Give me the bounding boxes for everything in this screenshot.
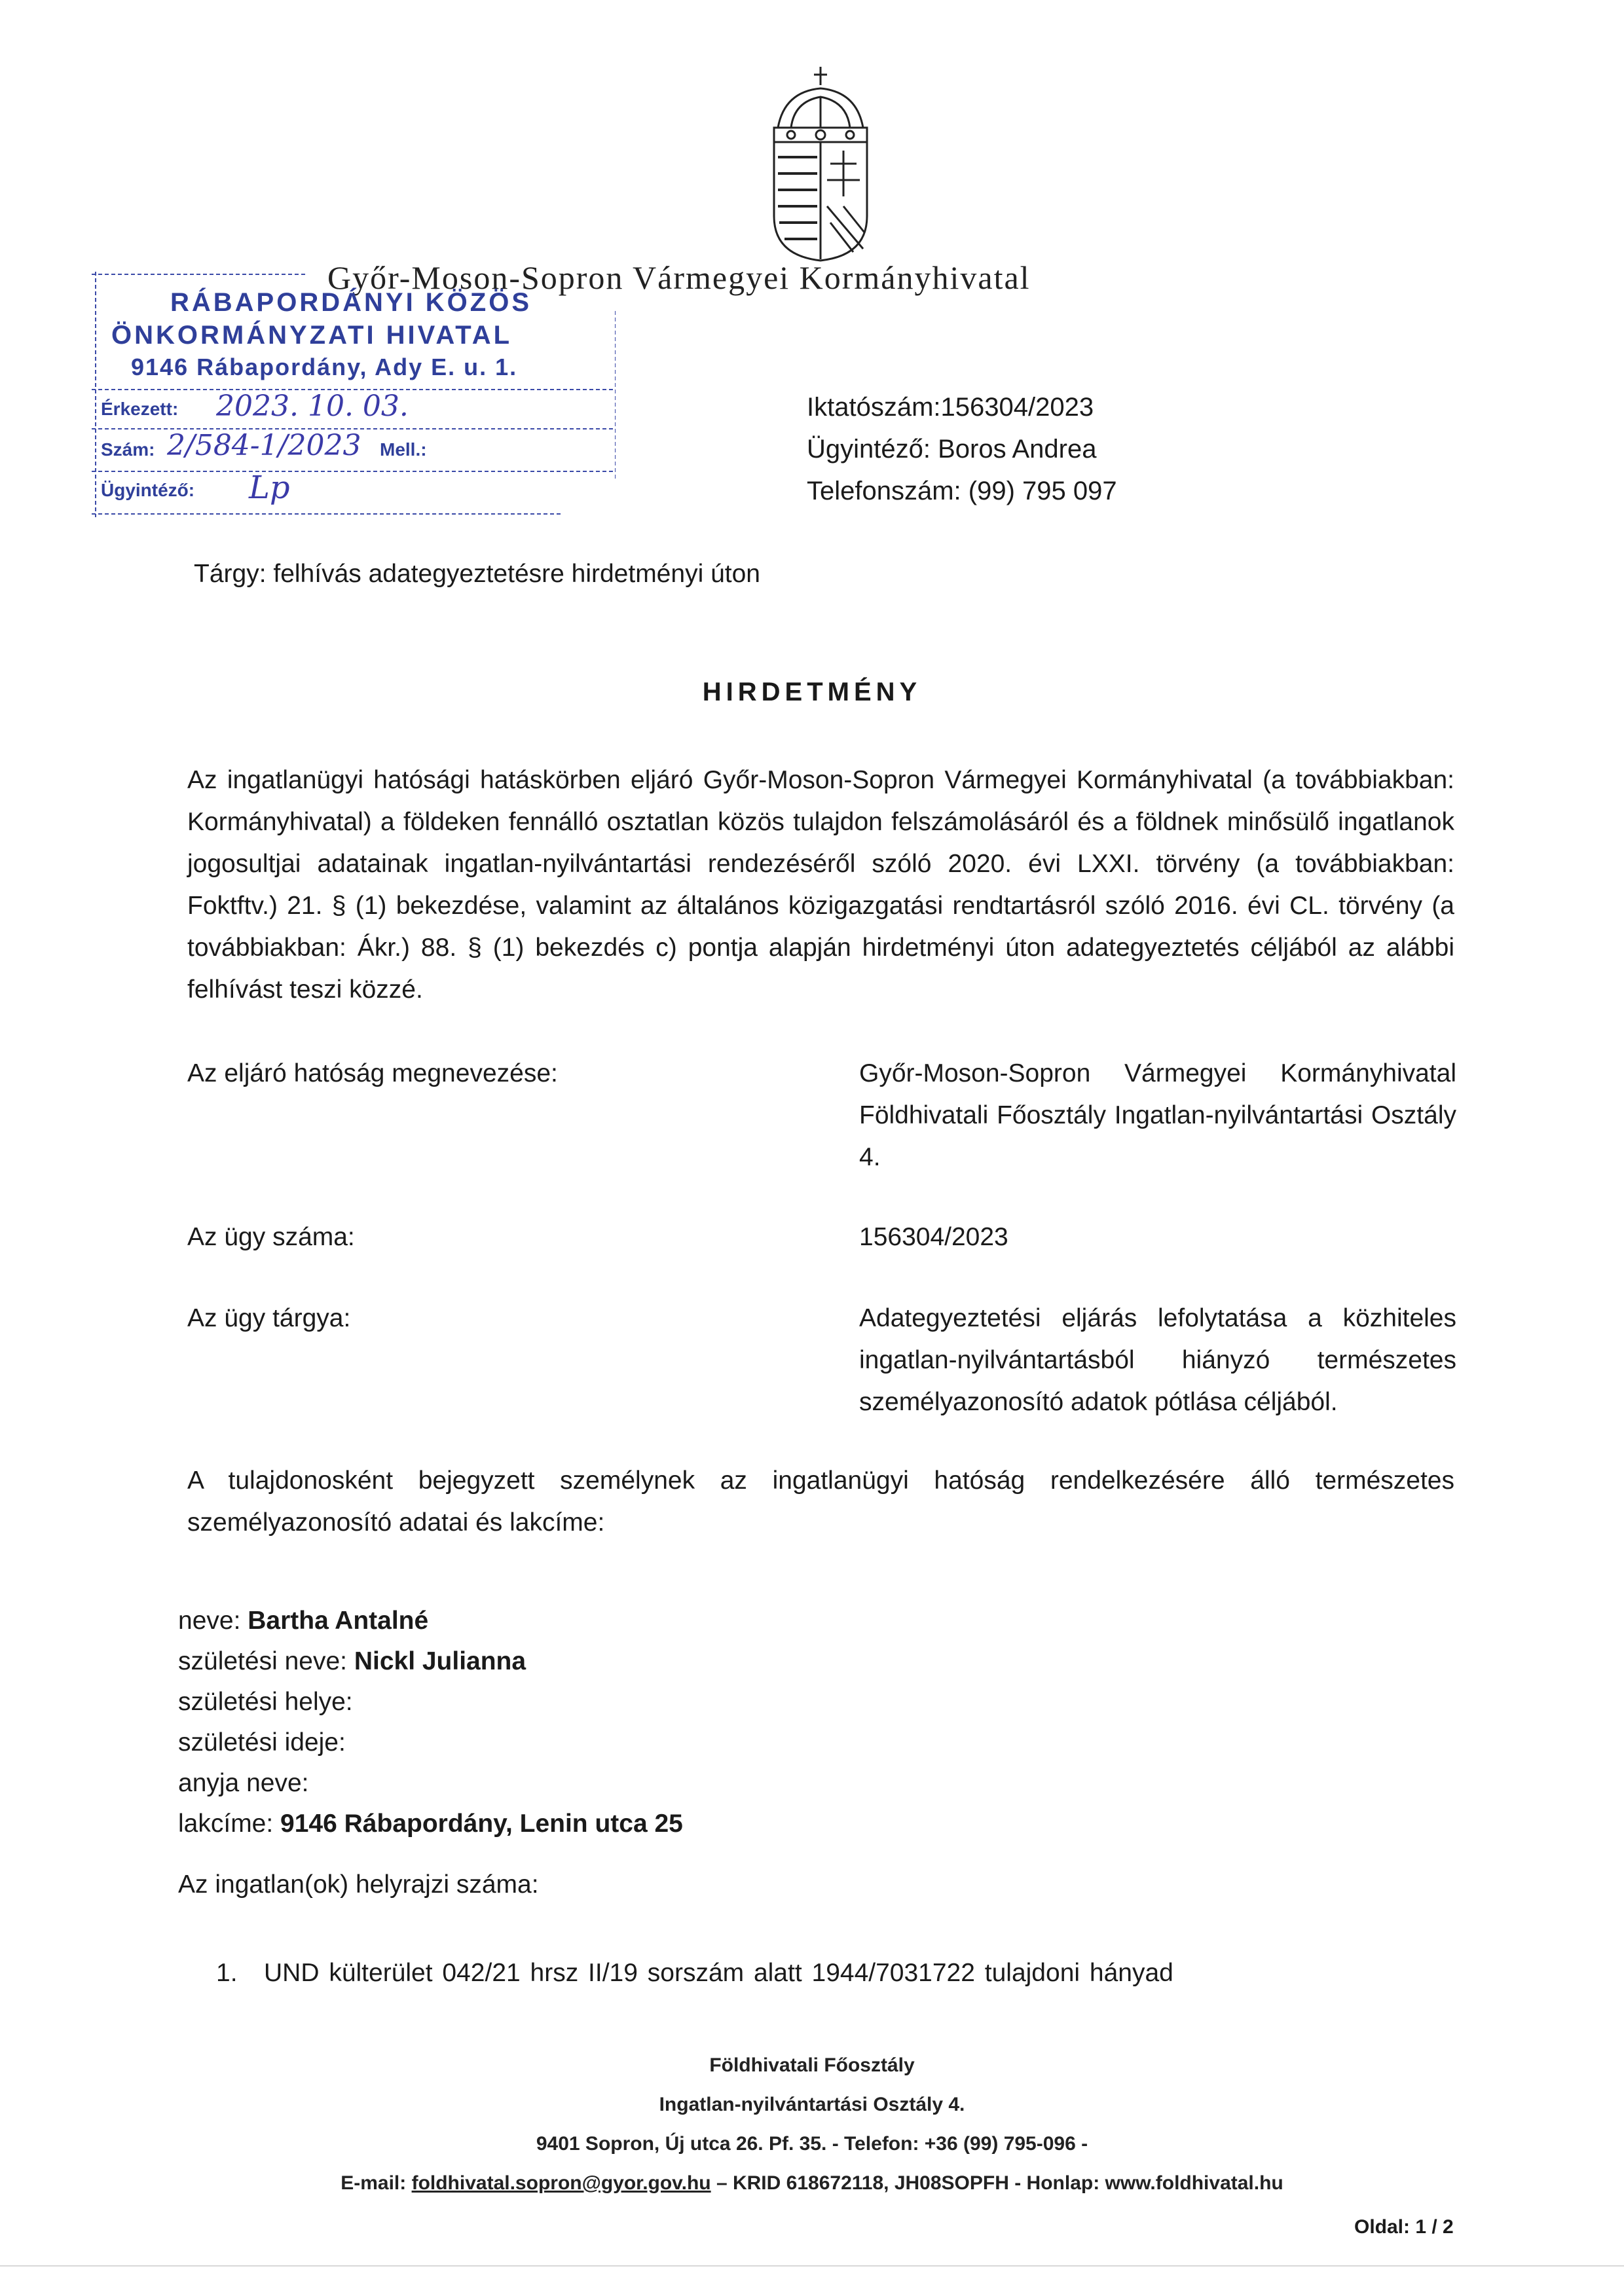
- person-data: [178, 1601, 683, 1844]
- person-birth-date: születési ideje:: [178, 1728, 346, 1757]
- stamp-line2: ÖNKORMÁNYZATI HIVATAL: [111, 321, 513, 350]
- case-subject-label: Az ügy tárgya:: [187, 1304, 351, 1332]
- case-subject-value: Adategyeztetési eljárás lefolytatása a közhiteles ingatlan-nyilvántartásból hiányzó természetes személyazonosító adatok pótlása céljából.: [859, 1304, 1456, 1416]
- stamp-number-label: Szám:: [101, 439, 155, 460]
- parcel-item-number: 1.: [216, 1959, 238, 1987]
- person-birth-place: születési helye:: [178, 1688, 353, 1716]
- parcel-label: Az ingatlan(ok) helyrajzi száma:: [178, 1870, 539, 1899]
- intro-paragraph: Az ingatlanügyi hatósági hatáskörben eljáró Győr-Moson-Sopron Vármegyei Kormányhivatal (a továbbiakban: Kormányhivatal) a földeken fennálló osztatlan közös tulajdon felszámolásáról és a földnek minősülő ingatlanok jogosultjai adatainak ingatlan-nyilvántartási rendezéséről szóló 2020. évi LXXI. törvény (a továbbiakban: Foktftv.) 21. § (1) bekezdése, valamint az általános közigazgatási rendtartásról szóló 2016. évi CL. törvény (a továbbiakban: Ákr.) 88. § (1) bekezdés c) pontja alapján hirdetményi úton adategyeztetés céljából az alábbi felhívást teszi közzé.: [187, 766, 1454, 1004]
- case-number-value: 156304/2023: [859, 1223, 1008, 1251]
- person-birth-name: születési neve: Nickl Julianna: [178, 1647, 526, 1675]
- footer-line4: E-mail: foldhivatal.sopron@gyor.gov.hu – KRID 618672118, JH08SOPFH - Honlap: www.foldhivatal.hu: [341, 2172, 1283, 2194]
- stamp-handler-label: Ügyintéző:: [101, 480, 195, 500]
- person-name: neve: Bartha Antalné: [178, 1607, 429, 1635]
- stamp-number-value: 2/584-1/2023: [167, 429, 361, 462]
- footer: [0, 2046, 1624, 2203]
- footer-line2: Ingatlan-nyilvántartási Osztály 4.: [659, 2094, 965, 2115]
- page-number: Oldal: 1 / 2: [1354, 2216, 1454, 2238]
- document-heading: HIRDETMÉNY: [702, 678, 922, 706]
- phone-number: Telefonszám: (99) 795 097: [807, 477, 1117, 505]
- authority-value: Győr-Moson-Sopron Vármegyei Kormányhivatal Földhivatali Főosztály Ingatlan-nyilvántartási Osztály 4.: [859, 1059, 1456, 1171]
- case-number-label: Az ügy száma:: [187, 1223, 355, 1251]
- reference-box: [807, 386, 1117, 512]
- case-officer: Ügyintéző: Boros Andrea: [807, 435, 1097, 464]
- footer-line1: Földhivatali Főosztály: [709, 2054, 915, 2076]
- stamp-handler-value: Lp: [249, 469, 290, 506]
- stamp-line3: 9146 Rábapordány, Ady E. u. 1.: [131, 354, 518, 380]
- bottom-divider: [0, 2265, 1624, 2267]
- stamp-received-label: Érkezett:: [101, 399, 179, 419]
- person-address: lakcíme: 9146 Rábapordány, Lenin utca 25: [178, 1810, 683, 1838]
- stamp-received-value: 2023. 10. 03.: [216, 390, 409, 423]
- stamp-attachment-label: Mell.:: [380, 439, 427, 460]
- footer-line3: 9401 Sopron, Új utca 26. Pf. 35. - Telefon: +36 (99) 795-096 -: [536, 2133, 1088, 2155]
- person-mother: anyja neve:: [178, 1769, 309, 1797]
- coat-of-arms-icon: [765, 65, 876, 262]
- file-number: Iktatószám:156304/2023: [807, 393, 1094, 422]
- email-link[interactable]: foldhivatal.sopron@gyor.gov.hu: [411, 2172, 711, 2194]
- authority-label: Az eljáró hatóság megnevezése:: [187, 1059, 558, 1087]
- owner-intro: A tulajdonosként bejegyzett személynek az ingatlanügyi hatóság rendelkezésére álló természetes személyazonosító adatai és lakcíme:: [187, 1467, 1454, 1537]
- office-name: Győr-Moson-Sopron Vármegyei Kormányhivatal: [327, 259, 1031, 296]
- subject-line: Tárgy: felhívás adategyeztetésre hirdetményi úton: [194, 560, 760, 588]
- received-stamp: [92, 272, 616, 524]
- stamp-line1: RÁBAPORDÁNYI KÖZÖS: [170, 288, 532, 317]
- parcel-item-text: UND külterület 042/21 hrsz II/19 sorszám alatt 1944/7031722 tulajdoni hányad: [264, 1959, 1173, 1987]
